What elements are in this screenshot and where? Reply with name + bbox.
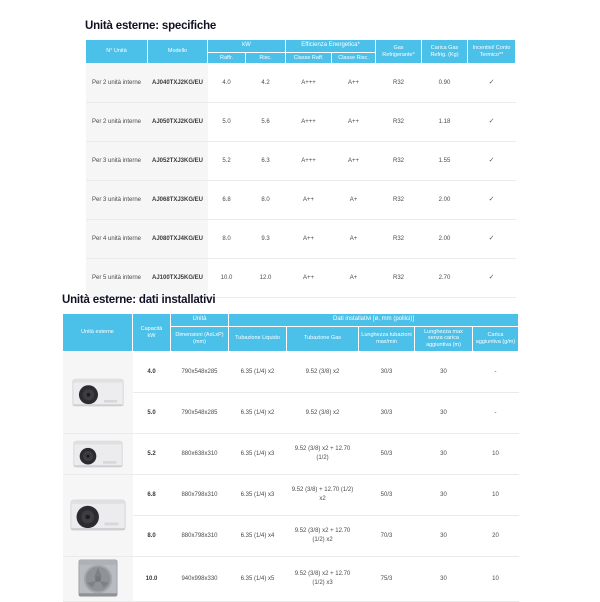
cell-gas: R32 (376, 220, 422, 259)
col-header-tubazione-liquido: Tubazione Liquido (229, 326, 287, 352)
cell-classe-risc: A+ (332, 220, 376, 259)
cell-lunghezza-max: 30 (415, 434, 473, 475)
table-row (86, 181, 516, 220)
cell-tubazione-gas: 9.52 (3/8) x2 (287, 352, 359, 393)
table-row (86, 259, 516, 298)
cell-n-unita: Per 2 unità interne (86, 103, 148, 142)
table-row (86, 220, 516, 259)
cell-capacita: 4.0 (133, 352, 171, 393)
cell-gas: R32 (376, 259, 422, 298)
table-row (63, 434, 519, 475)
cell-kw-risc: 6.3 (246, 142, 286, 181)
col-group-unita: Unità (171, 314, 229, 327)
cell-classe-risc: A+ (332, 181, 376, 220)
cell-lunghezza: 30/3 (359, 393, 415, 434)
cell-kw-raffr: 10.0 (208, 259, 246, 298)
cell-carica-aggiuntiva: 10 (473, 557, 519, 602)
cell-modello: AJ050TXJ2KG/EU (148, 103, 208, 142)
col-header-unita-esterne: Unità esterne (63, 314, 133, 352)
incentive-checkmark: ✓ (468, 103, 516, 142)
col-header-incentivi: Incentivi/ Conto Termico** (468, 40, 516, 64)
cell-carica: 1.55 (422, 142, 468, 181)
cell-kw-risc: 9.3 (246, 220, 286, 259)
cell-n-unita: Per 5 unità interne (86, 259, 148, 298)
cell-capacita: 5.2 (133, 434, 171, 475)
outdoor-units-spec-section (85, 20, 515, 298)
outdoor-unit-four-fan-big-icon (77, 559, 119, 599)
cell-gas: R32 (376, 181, 422, 220)
cell-tubazione-gas: 9.52 (3/8) x2 + 12.70 (1/2) (287, 434, 359, 475)
cell-carica-aggiuntiva: - (473, 352, 519, 393)
cell-carica-aggiuntiva: 10 (473, 475, 519, 516)
cell-kw-raffr: 5.0 (208, 103, 246, 142)
cell-carica-aggiuntiva: - (473, 393, 519, 434)
col-header-lunghezza-tubazioni: Lunghezza tubazioni max/min (359, 326, 415, 352)
capacity-label-line2: kW (147, 332, 156, 339)
incentive-checkmark: ✓ (468, 142, 516, 181)
cell-classe-raff: A++ (286, 220, 332, 259)
cell-tubazione-gas: 9.52 (3/8) x2 + 12.70 (1/2) x2 (287, 516, 359, 557)
cell-kw-raffr: 5.2 (208, 142, 246, 181)
cell-lunghezza: 50/3 (359, 434, 415, 475)
outdoor-unit-image-big (63, 557, 133, 602)
cell-n-unita: Per 2 unità interne (86, 64, 148, 103)
col-header-modello: Modello (148, 40, 208, 64)
outdoor-units-install-section (62, 294, 518, 602)
cell-lunghezza: 70/3 (359, 516, 415, 557)
cell-classe-raff: A++ (286, 181, 332, 220)
col-header-capacita (133, 314, 171, 352)
cell-capacita: 5.0 (133, 393, 171, 434)
outdoor-units-install-table (62, 313, 519, 602)
cell-classe-risc: A++ (332, 103, 376, 142)
outdoor-unit-single-fan-medium-icon (73, 438, 123, 471)
col-header-kw-risc: Risc. (246, 52, 286, 64)
table-row (86, 103, 516, 142)
col-header-gas-refrigerante: Gas Refrigerante* (376, 40, 422, 64)
cell-lunghezza-max: 30 (415, 393, 473, 434)
col-group-dati-installativi: Dati installativi [ø, mm (pollici)] (229, 314, 519, 327)
outdoor-unit-image-medium (63, 434, 133, 475)
cell-classe-risc: A+ (332, 259, 376, 298)
outdoor-unit-single-fan-small-icon (72, 376, 124, 410)
cell-kw-risc: 5.6 (246, 103, 286, 142)
cell-dimensioni: 880x638x310 (171, 434, 229, 475)
capacity-label-line1: Capacità (140, 325, 163, 332)
cell-dimensioni: 790x548x285 (171, 393, 229, 434)
cell-classe-raff: A+++ (286, 64, 332, 103)
cell-modello: AJ100TXJ5KG/EU (148, 259, 208, 298)
cell-n-unita: Per 3 unità interne (86, 142, 148, 181)
cell-classe-risc: A++ (332, 142, 376, 181)
cell-tubazione-liquido: 6.35 (1/4) x2 (229, 352, 287, 393)
cell-tubazione-liquido: 6.35 (1/4) x3 (229, 475, 287, 516)
cell-tubazione-liquido: 6.35 (1/4) x3 (229, 434, 287, 475)
cell-tubazione-gas: 9.52 (3/8) x2 (287, 393, 359, 434)
cell-lunghezza-max: 30 (415, 516, 473, 557)
col-header-carica-gas: Carica Gas Refrig. (Kg) (422, 40, 468, 64)
col-header-kw-raffr: Raffr. (208, 52, 246, 64)
cell-classe-raff: A+++ (286, 142, 332, 181)
spec-section-title: Unità esterne: specifiche (85, 20, 217, 32)
cell-lunghezza-max: 30 (415, 352, 473, 393)
col-header-carica-aggiuntiva: Carica aggiuntiva (g/m) (473, 326, 519, 352)
col-header-classe-risc: Classe Risc. (332, 52, 376, 64)
cell-n-unita: Per 4 unità interne (86, 220, 148, 259)
cell-tubazione-liquido: 6.35 (1/4) x2 (229, 393, 287, 434)
cell-dimensioni: 940x998x330 (171, 557, 229, 602)
cell-gas: R32 (376, 64, 422, 103)
cell-tubazione-gas: 9.52 (3/8) + 12.70 (1/2) x2 (287, 475, 359, 516)
install-section-title: Unità esterne: dati installativi (62, 294, 216, 306)
incentive-checkmark: ✓ (468, 259, 516, 298)
cell-kw-raffr: 6.8 (208, 181, 246, 220)
cell-tubazione-liquido: 6.35 (1/4) x4 (229, 516, 287, 557)
cell-gas: R32 (376, 103, 422, 142)
cell-n-unita: Per 3 unità interne (86, 181, 148, 220)
incentive-checkmark: ✓ (468, 181, 516, 220)
table-row (86, 64, 516, 103)
cell-modello: AJ040TXJ2KG/EU (148, 64, 208, 103)
cell-lunghezza-max: 30 (415, 557, 473, 602)
outdoor-unit-single-fan-large-icon (70, 497, 126, 535)
cell-classe-raff: A+++ (286, 103, 332, 142)
incentive-checkmark: ✓ (468, 220, 516, 259)
cell-modello: AJ068TXJ3KG/EU (148, 181, 208, 220)
cell-gas: R32 (376, 142, 422, 181)
col-header-tubazione-gas: Tubazione Gas (287, 326, 359, 352)
cell-lunghezza-max: 30 (415, 475, 473, 516)
outdoor-unit-image-small (63, 352, 133, 434)
cell-kw-risc: 4.2 (246, 64, 286, 103)
cell-classe-risc: A++ (332, 64, 376, 103)
outdoor-unit-image-large (63, 475, 133, 557)
cell-carica-aggiuntiva: 20 (473, 516, 519, 557)
cell-capacita: 8.0 (133, 516, 171, 557)
col-group-kw: kW (208, 40, 286, 53)
cell-lunghezza: 75/3 (359, 557, 415, 602)
cell-dimensioni: 880x798x310 (171, 516, 229, 557)
cell-tubazione-liquido: 6.35 (1/4) x5 (229, 557, 287, 602)
cell-kw-raffr: 4.0 (208, 64, 246, 103)
cell-lunghezza: 50/3 (359, 475, 415, 516)
cell-carica: 2.70 (422, 259, 468, 298)
cell-carica: 0.90 (422, 64, 468, 103)
cell-kw-raffr: 8.0 (208, 220, 246, 259)
table-row (63, 557, 519, 602)
install-table-header (63, 314, 519, 352)
cell-lunghezza: 30/3 (359, 352, 415, 393)
cell-modello: AJ052TXJ3KG/EU (148, 142, 208, 181)
col-header-lunghezza-max: Lunghezza max senza carica aggiuntiva (m) (415, 326, 473, 352)
incentive-checkmark: ✓ (468, 64, 516, 103)
outdoor-units-spec-table (85, 39, 516, 298)
cell-classe-raff: A++ (286, 259, 332, 298)
col-header-n-unita: N° Unità (86, 40, 148, 64)
table-row (86, 142, 516, 181)
cell-carica-aggiuntiva: 10 (473, 434, 519, 475)
cell-carica: 2.00 (422, 220, 468, 259)
cell-dimensioni: 790x548x285 (171, 352, 229, 393)
table-row (63, 352, 519, 393)
cell-tubazione-gas: 9.52 (3/8) x2 + 12.70 (1/2) x3 (287, 557, 359, 602)
cell-dimensioni: 880x798x310 (171, 475, 229, 516)
col-group-efficienza: Efficienza Energetica* (286, 40, 376, 53)
cell-capacita: 6.8 (133, 475, 171, 516)
cell-kw-risc: 8.0 (246, 181, 286, 220)
spec-table-header (86, 40, 516, 64)
cell-carica: 2.00 (422, 181, 468, 220)
cell-modello: AJ080TXJ4KG/EU (148, 220, 208, 259)
cell-carica: 1.18 (422, 103, 468, 142)
col-header-dimensioni: Dimensioni (AxLxP) (mm) (171, 326, 229, 352)
cell-kw-risc: 12.0 (246, 259, 286, 298)
col-header-classe-raff: Classe Raff. (286, 52, 332, 64)
cell-capacita: 10.0 (133, 557, 171, 602)
table-row (63, 475, 519, 516)
